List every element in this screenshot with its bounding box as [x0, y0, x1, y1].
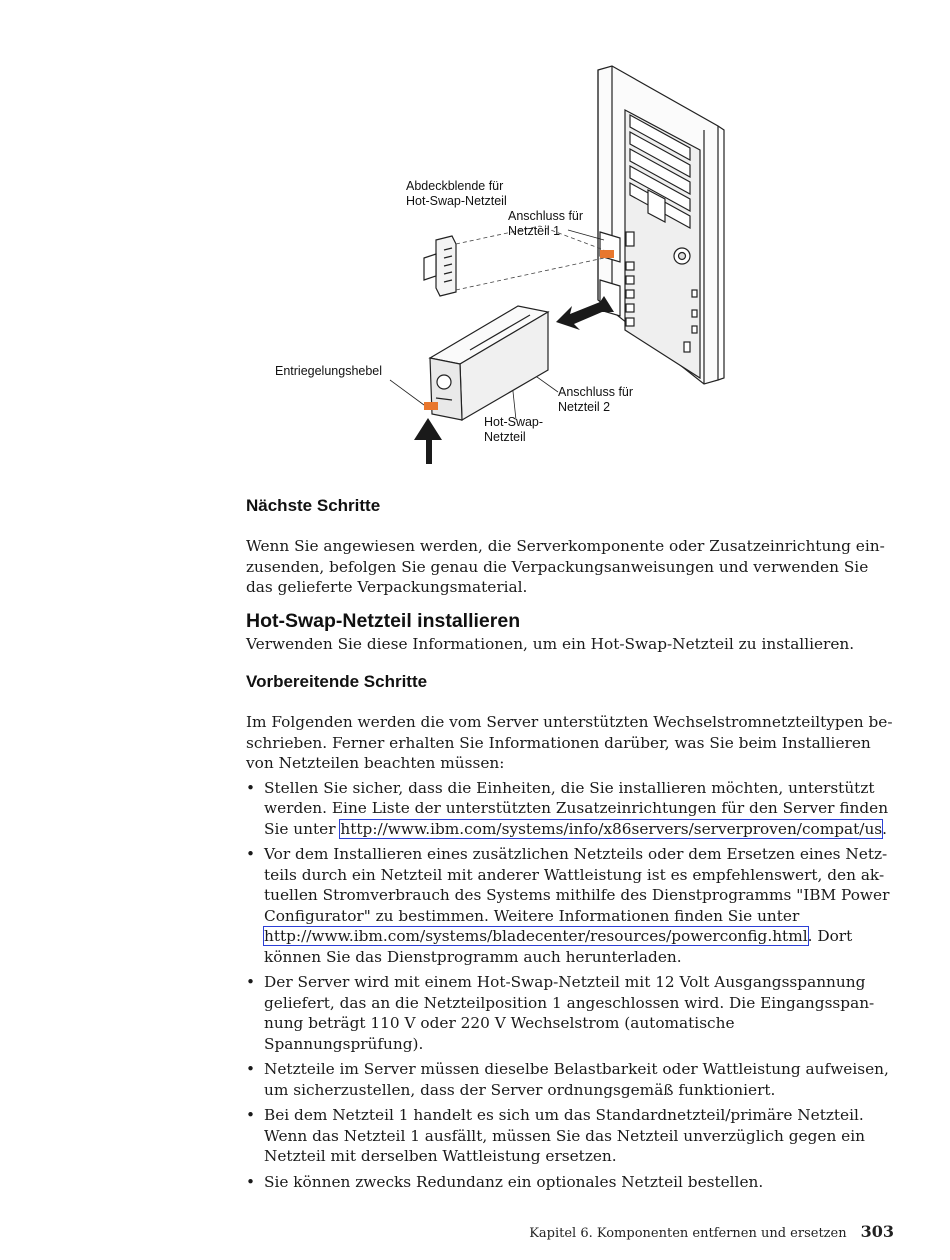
heading-install-psu: Hot-Swap-Netzteil installieren	[246, 609, 521, 632]
label-filler-panel: Abdeckblende für Hot-Swap-Netzteil	[406, 179, 507, 208]
label-connector-1: Anschluss für Netzteil 1	[508, 209, 584, 238]
prep-text: Im Folgenden werden die vom Server unterstützten Wechselstromnetzteiltypen be-schrieben. Ferner erhalten Sie Informationen darüber, was Sie beim Installieren von Netzteilen beachten müssen:	[246, 713, 893, 772]
server-illustration	[0, 0, 950, 475]
footer-chapter: Kapitel 6. Komponenten entfernen und ersetzen	[529, 1226, 847, 1241]
heading-prep: Vorbereitende Schritte	[246, 672, 428, 691]
heading-next-steps: Nächste Schritte	[246, 496, 381, 515]
list-item: • Der Server wird mit einem Hot-Swap-Netzteil mit 12 Volt Ausgangsspannung geliefert, das an die Netzteilposition 1 angeschlossen wird. Die Eingangsspan-nung beträgt 110 V oder 220 V Wechselstrom (automatische Spannungsprüfung).	[246, 972, 896, 1054]
list-item: • Sie können zwecks Redundanz ein optionales Netzteil bestellen.	[246, 1172, 896, 1193]
page-number: 303	[860, 1222, 894, 1241]
hot-swap-psu	[430, 306, 548, 420]
document-body	[246, 494, 896, 1197]
list-item: • Vor dem Installieren eines zusätzlichen Netzteils oder dem Ersetzen eines Netz-teils durch ein Netzteil mit anderer Wattleistung ist es empfehlenswert, den ak-tuellen Stromverbrauch des Systems mithilfe des Dienstprogramms "IBM Power Configurator" zu bestimmen. Weitere Informationen finden Sie unter http://www.ibm.com/systems/bladecenter/resources/powerconfig.html. Dort können Sie das Dienstprogramm auch herunterladen.	[246, 844, 896, 967]
page-footer	[529, 1222, 894, 1241]
list-item: • Bei dem Netzteil 1 handelt es sich um das Standardnetzteil/primäre Netzteil. Wenn das Netzteil 1 ausfällt, müssen Sie das Netzteil unverzüglich gegen ein Netzteil mit derselben Wattleistung ersetzen.	[246, 1105, 896, 1167]
insert-arrow	[556, 296, 614, 330]
label-connector-2: Anschluss für Netzteil 2	[558, 385, 634, 414]
push-arrow	[414, 418, 442, 464]
list-item: • Stellen Sie sicher, dass die Einheiten, die Sie installieren möchten, unterstützt werden. Eine Liste der unterstützten Zusatzeinrichtungen für den Server finden Sie unter http://www.ibm.com/systems/info/x86servers/serverproven/compat/us.	[246, 778, 896, 840]
prep-bullet-list	[246, 778, 896, 1193]
release-lever-highlight	[424, 402, 438, 410]
powerconfig-link[interactable]: http://www.ibm.com/systems/bladecenter/resources/powerconfig.html	[264, 927, 808, 945]
serverproven-link[interactable]: http://www.ibm.com/systems/info/x86servers/serverproven/compat/us	[340, 819, 883, 838]
list-item: • Netzteile im Server müssen dieselbe Belastbarkeit oder Wattleistung aufweisen, um sicherzustellen, dass der Server ordnungsgemäß funktioniert.	[246, 1059, 896, 1100]
install-intro: Verwenden Sie diese Informationen, um ein Hot-Swap-Netzteil zu installieren.	[246, 634, 855, 653]
filler-panel	[424, 236, 456, 296]
server-chassis	[598, 66, 724, 384]
label-hot-swap-psu: Hot-Swap- Netzteil	[484, 415, 544, 444]
next-steps-text: Wenn Sie angewiesen werden, die Serverkomponente oder Zusatzeinrichtung ein-zusenden, befolgen Sie genau die Verpackungsanweisungen und verwenden Sie das gelieferte Verpackungsmaterial.	[246, 537, 885, 596]
label-release-lever: Entriegelungshebel	[275, 364, 383, 378]
power-supply-figure	[0, 0, 950, 475]
connector-1-highlight	[600, 250, 614, 258]
